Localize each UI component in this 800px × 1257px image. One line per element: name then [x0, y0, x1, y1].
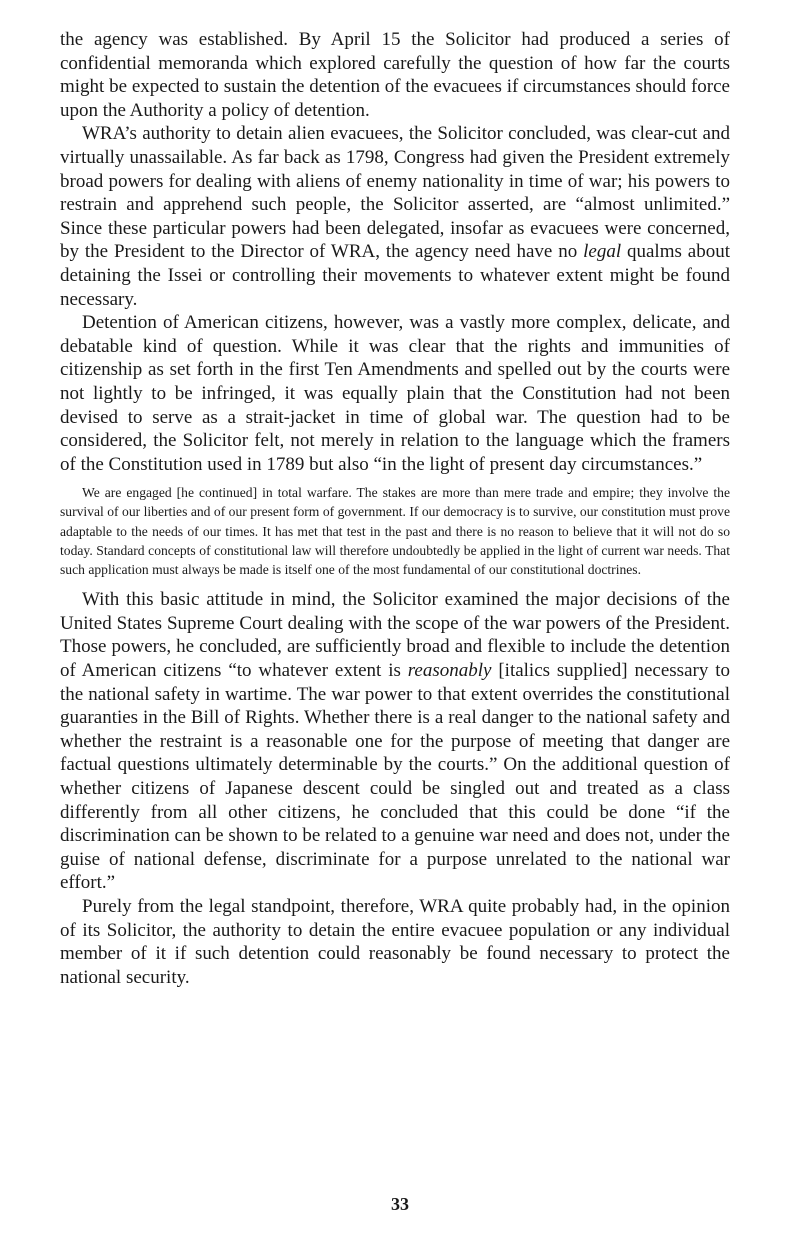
paragraph-3: Detention of American citizens, however, was a vastly more complex, delicate, and debatable kind of question. While it was clear that the rights and immunities of citizenship as set forth in the first Ten Amendments and spelled out by the courts were not lightly to be infringed, it was equally plain that the Constitution had not been devised to serve as a strait-jacket in time of global war. The question had to be considered, the Solicitor felt, not merely in relation to the language which the framers of the Constitution used in 1789 but also “in the light of present day circumstances.”	[60, 312, 730, 475]
paragraph-1: the agency was established. By April 15 the Solicitor had produced a series of confidential memoranda which explored carefully the question of how far the courts might be expected to sustain the detention of the evacuees if circumstances should force upon the Authority a policy of detention.	[60, 29, 730, 121]
italic-reasonably: reasonably	[407, 660, 492, 682]
paragraph-4-text-a: With this basic attitude in mind, the Solicitor examined the major decisions of the United States Supreme Court dealing with the scope of the war powers of the President. Those powers, he concluded, are sufficiently broad and flexible to include the detention of American citizens “to whatever extent is	[60, 589, 730, 682]
block-quote: We are engaged [he continued] in total warfare. The stakes are more than mere trade and empire; they involve the survival of our liberties and of our present form of government. If our democracy is to survive, our constitution must prove adaptable to the needs of our times. It has met that test in the past and there is no reason to believe that it will not do so today. Standard concepts of constitutional law will therefore undoubtedly be applied in the light of current war needs. That such application must always be made is itself one of the most fundamental of our constitutional doctrines.	[60, 485, 730, 578]
paragraph-4	[60, 588, 730, 895]
text-column	[60, 28, 730, 989]
paragraph-2	[60, 122, 730, 311]
paragraph-4-text-b: [italics supplied] necessary to the national safety in wartime. The war power to that extent overrides the constitutional guaranties in the Bill of Rights. Whether there is a real danger to the national safety and whether the restraint is a reasonable one for the purpose of meeting that danger are factual questions ultimately determinable by the courts.” On the additional question of whether citizens of Japanese descent could be singled out and treated as a class differently from all other citizens, he concluded that this could be done “if the discrimination can be shown to be related to a genuine war need and does not, under the guise of national defense, discriminate for a purpose unrelated to the national war effort.”	[60, 660, 730, 894]
italic-legal: legal	[583, 241, 622, 263]
paragraph-5: Purely from the legal standpoint, therefore, WRA quite probably had, in the opinion of its Solicitor, the authority to detain the entire evacuee population or any individual member of it if such detention could reasonably be found necessary to protect the national security.	[60, 896, 730, 988]
page-number: 33	[391, 1194, 409, 1214]
paragraph-2-text-b: qualms about detaining the Issei or controlling their movements to whatever extent might be found necessary.	[60, 241, 730, 310]
paragraph-2-text-a: WRA’s authority to detain alien evacuees, the Solicitor concluded, was clear-cut and virtually unassailable. As far back as 1798, Congress had given the President extremely broad powers for dealing with aliens of enemy nationality in time of war; his powers to restrain and apprehend such people, the Solicitor asserted, are “almost unlimited.” Since these particular powers had been delegated, insofar as evacuees were concerned, by the President to the Director of WRA, the agency need have no	[60, 123, 730, 263]
